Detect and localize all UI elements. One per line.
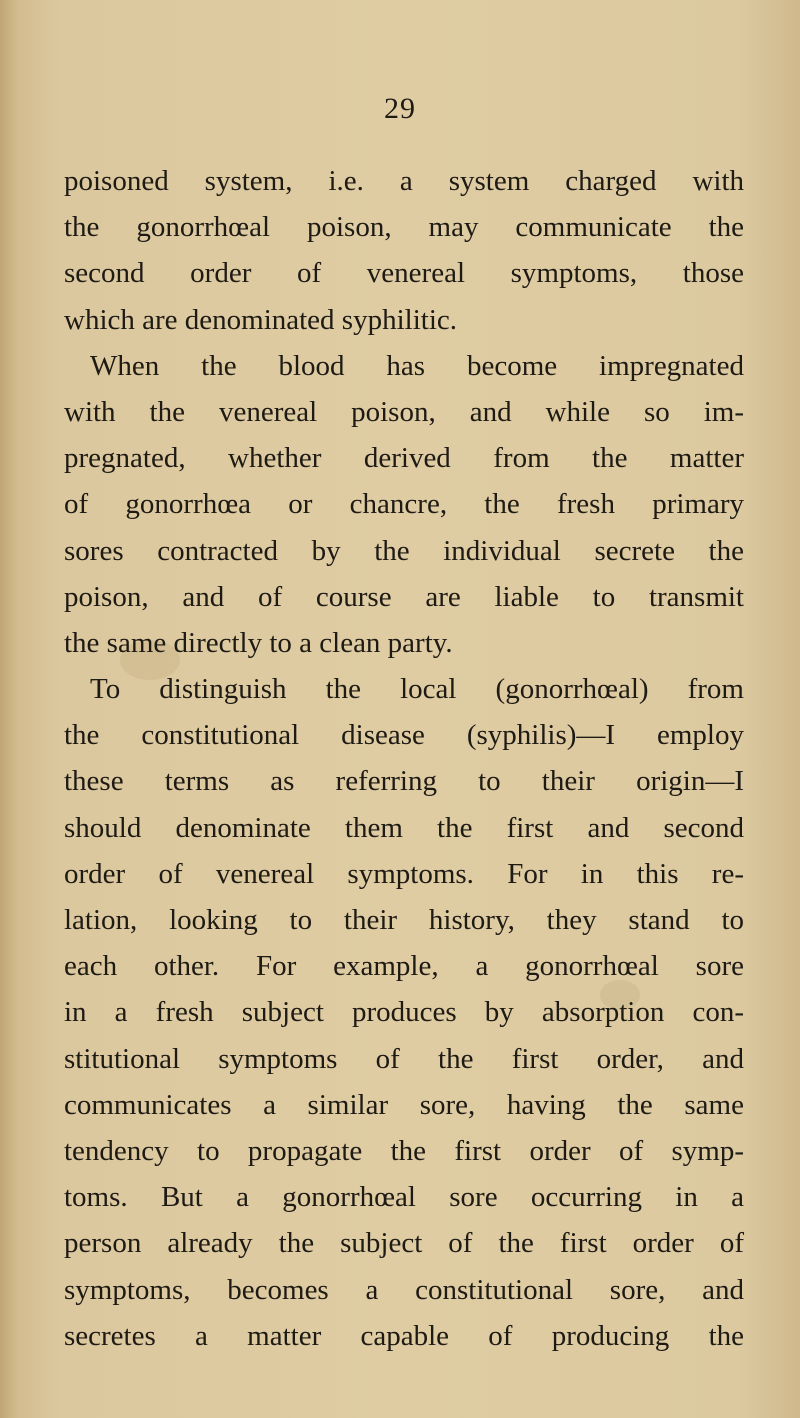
text-line: poison, and of course are liable to transmit	[64, 580, 744, 613]
text-line: the same directly to a clean party.	[64, 626, 453, 659]
text-line: the gonorrhœal poison, may communicate the	[64, 211, 744, 244]
text-line: pregnated, whether derived from the matter	[64, 442, 744, 475]
text-line: the constitutional disease (syphilis)—I employ	[64, 719, 744, 752]
body-text	[64, 158, 744, 1359]
text-line: symptoms, becomes a constitutional sore, and	[64, 1273, 744, 1306]
text-line: stitutional symptoms of the first order, and	[64, 1042, 744, 1075]
text-line: these terms as referring to their origin—I	[64, 765, 744, 798]
text-line: of gonorrhœa or chancre, the fresh primary	[64, 488, 744, 521]
text-line: second order of venereal symptoms, those	[64, 257, 744, 290]
text-line: poisoned system, i.e. a system charged with	[64, 165, 744, 197]
text-line: which are denominated syphilitic.	[64, 303, 458, 336]
text-line: toms. But a gonorrhœal sore occurring in a	[64, 1181, 744, 1214]
text-line: When the blood has become impregnated	[90, 349, 744, 382]
text-line: communicates a similar sore, having the same	[64, 1088, 744, 1121]
text-line: person already the subject of the first order of	[64, 1227, 744, 1260]
page-number: 29	[384, 92, 416, 125]
text-line: tendency to propagate the first order of symp-	[64, 1134, 744, 1167]
text-line: order of venereal symptoms. For in this re-	[64, 857, 744, 890]
text-line: with the venereal poison, and while so im-	[64, 395, 744, 428]
text-line: secretes a matter capable of producing the	[64, 1319, 744, 1352]
text-line: should denominate them the first and second	[64, 811, 744, 844]
text-line: each other. For example, a gonorrhœal sore	[64, 950, 744, 983]
text-line: lation, looking to their history, they stand to	[64, 904, 744, 936]
text-line: sores contracted by the individual secrete the	[64, 534, 744, 567]
text-line: To distinguish the local (gonorrhœal) from	[90, 673, 744, 706]
text-line: in a fresh subject produces by absorption con-	[64, 996, 744, 1029]
